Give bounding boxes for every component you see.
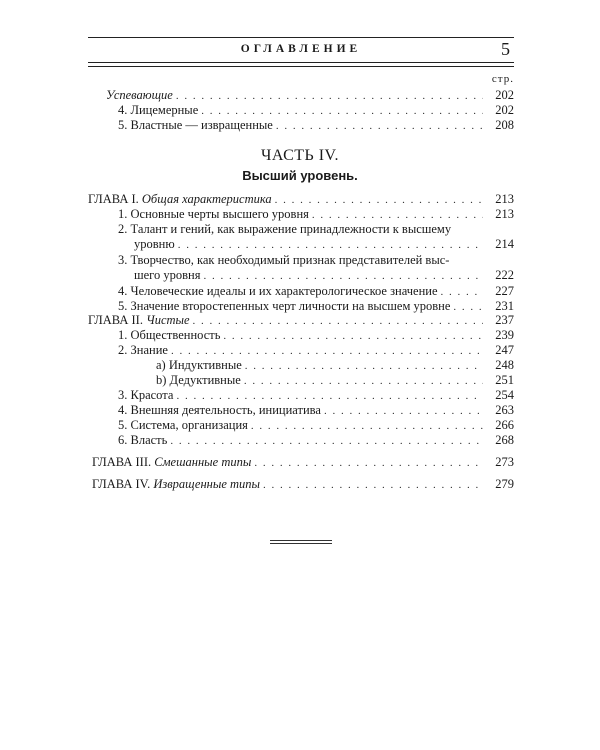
toc-entry-label: 5. Система, организация — [118, 418, 248, 432]
toc-entry-page: 208 — [495, 118, 514, 132]
chapter-heading — [92, 455, 514, 471]
toc-leader-dots — [244, 374, 483, 389]
toc-entry-page: 227 — [495, 284, 514, 298]
toc-leader-dots — [203, 269, 483, 284]
toc-entry — [118, 103, 514, 119]
toc-entry-label: 4. Внешняя деятельность, инициатива — [118, 403, 321, 417]
toc-entry-label: 5. Значение второстепенных черт личности на высшем уровне — [118, 299, 451, 313]
toc-leader-dots — [441, 285, 483, 300]
toc-entry — [118, 328, 514, 344]
toc-entry-label: a) Индуктивные — [156, 358, 242, 372]
toc-entry-continuation — [134, 237, 514, 253]
toc-entry-page: 231 — [495, 299, 514, 313]
toc-leader-dots — [193, 314, 483, 329]
chapter-prefix: ГЛАВА IV. — [92, 477, 151, 491]
chapter-page: 213 — [495, 192, 514, 206]
toc-entry-page: 263 — [495, 403, 514, 417]
toc-leader-dots — [176, 89, 483, 104]
toc-leader-dots — [263, 478, 483, 493]
header-title: ОГЛАВЛЕНИЕ — [240, 43, 362, 55]
chapter-prefix: ГЛАВА II. — [88, 313, 143, 327]
toc-leader-dots — [171, 344, 483, 359]
page-header — [88, 37, 514, 65]
toc-entry-label: 4. Человеческие идеалы и их характерологическое значение — [118, 284, 438, 298]
toc-entry — [118, 207, 514, 223]
page-number: 5 — [501, 39, 510, 59]
toc-entry-page: 213 — [495, 207, 514, 221]
toc-entry-page: 202 — [495, 88, 514, 102]
toc-entry-page: 214 — [495, 237, 514, 251]
toc-entry-label: 2. Знание — [118, 343, 168, 357]
toc-entry-label: 1. Основные черты высшего уровня — [118, 207, 309, 221]
toc-entry-label: 3. Красота — [118, 388, 174, 402]
toc-entry-page: 248 — [495, 358, 514, 372]
toc-entry-page: 251 — [495, 373, 514, 387]
toc-leader-dots — [178, 238, 483, 253]
toc-entry-label: 2. Талант и гений, как выражение принадлежности к высшему — [118, 222, 452, 236]
toc-entry-label: 4. Лицемерные — [118, 103, 199, 117]
toc-entry-page: 268 — [495, 433, 514, 447]
header-rule-top — [88, 37, 514, 38]
chapter-page: 279 — [495, 477, 514, 491]
toc-entry-continuation — [134, 268, 514, 284]
chapter-heading — [92, 477, 514, 493]
toc-entry — [118, 343, 514, 359]
toc-leader-dots — [245, 359, 483, 374]
toc-leader-dots — [176, 389, 483, 404]
toc-leader-dots — [170, 434, 483, 449]
toc-entry-page: 266 — [495, 418, 514, 432]
chapter-page: 273 — [495, 455, 514, 469]
toc-entry — [118, 253, 514, 268]
toc-entry — [118, 118, 514, 134]
toc-entry — [118, 418, 514, 434]
toc-entry-page: 239 — [495, 328, 514, 342]
toc-subentry — [156, 358, 514, 374]
toc-entry — [118, 388, 514, 404]
part-subtitle: Высший уровень. — [242, 168, 358, 183]
header-rule-bottom — [88, 62, 514, 67]
toc-leader-dots — [251, 419, 483, 434]
chapter-prefix: ГЛАВА I. — [88, 192, 139, 206]
toc-entry — [106, 88, 514, 104]
chapter-title: Извращенные типы — [153, 477, 260, 491]
toc-leader-dots — [223, 329, 483, 344]
chapter-heading — [88, 192, 514, 208]
toc-leader-dots — [201, 104, 483, 119]
toc-entry-label: 5. Властные — извращенные — [118, 118, 273, 132]
toc-leader-dots — [275, 193, 483, 208]
chapter-title: Чистые — [146, 313, 190, 327]
toc-entry-label: b) Дедуктивные — [156, 373, 241, 387]
chapter-title: Общая характеристика — [141, 192, 272, 206]
toc-entry — [118, 433, 514, 449]
toc-entry-label: 6. Власть — [118, 433, 168, 447]
page-column-label: стр. — [491, 73, 514, 85]
toc-entry-page: 222 — [495, 268, 514, 282]
toc-entry-page: 254 — [495, 388, 514, 402]
toc-entry-label-cont: шего уровня — [134, 268, 201, 282]
toc-leader-dots — [324, 404, 483, 419]
toc-entry — [118, 403, 514, 419]
toc-entry-page: 247 — [495, 343, 514, 357]
toc-entry — [118, 284, 514, 300]
chapter-prefix: ГЛАВА III. — [92, 455, 152, 469]
chapter-heading — [88, 313, 514, 329]
end-divider — [270, 540, 332, 544]
toc-entry-page: 202 — [495, 103, 514, 117]
toc-leader-dots — [254, 456, 483, 471]
toc-subentry — [156, 373, 514, 389]
part-title: ЧАСТЬ IV. — [260, 147, 340, 164]
toc-entry-label: Успевающие — [106, 88, 173, 102]
toc-leader-dots — [276, 119, 483, 134]
toc-entry — [118, 222, 514, 237]
toc-entry-label-cont: уровню — [134, 237, 175, 251]
toc-entry-label: 1. Общественность — [118, 328, 221, 342]
chapter-page: 237 — [495, 313, 514, 327]
chapter-title: Смешанные типы — [154, 455, 252, 469]
toc-entry-label: 3. Творчество, как необходимый признак представителей выс- — [118, 253, 450, 267]
toc-leader-dots — [312, 208, 483, 223]
